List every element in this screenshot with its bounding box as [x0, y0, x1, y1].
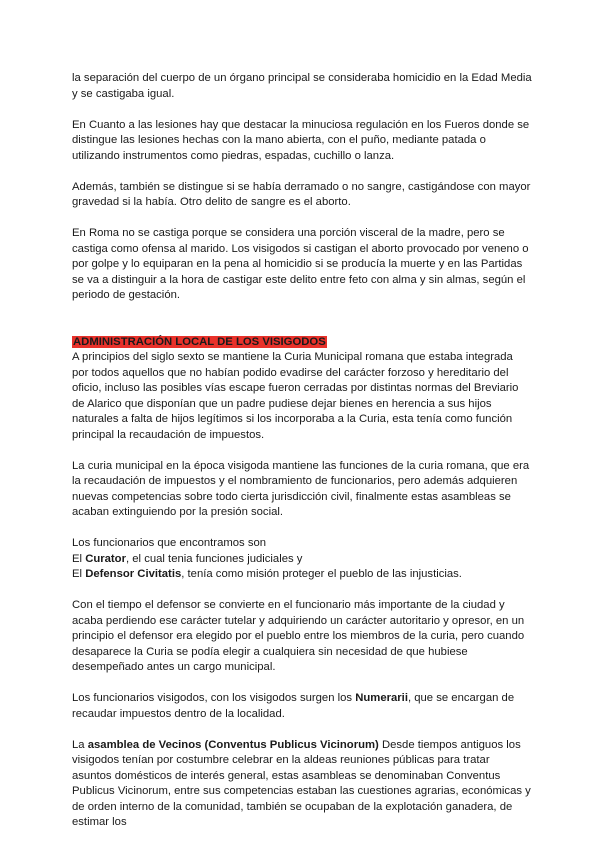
document-body — [72, 71, 532, 846]
paragraph-lesiones: En Cuanto a las lesiones hay que destacar la minuciosa regulación en los Fueros donde se distingue las lesiones hechas con la mano abierta, con el puño, mediante patada o utilizando instrumentos como piedras, espadas, cuchillo o lanza. — [72, 118, 530, 162]
funcionarios-intro: Los funcionarios que encontramos son — [72, 537, 267, 549]
numerarii-term: Numerarii — [355, 692, 408, 704]
asamblea-term: asamblea de Vecinos (Conventus Publicus Vicinorum) — [87, 738, 379, 751]
defensor-term: Defensor Civitatis — [85, 568, 182, 580]
section-heading — [72, 335, 532, 351]
paragraph-numerarii: Los funcionarios visigodos, con los visigodos surgen los Numerarii, que se encargan de recaudar impuestos dentro de la localidad. — [72, 692, 515, 720]
paragraph-curia-visigoda: La curia municipal en la época visigoda mantiene las funciones de la curia romana, que era la recaudación de impuestos y el nombramiento de funcionarios, pero además adquieren nuevas competencias sobre todo cierta jurisdicción civil, finalmente estas asambleas se acaban extinguiendo por la presión social. — [72, 459, 530, 518]
paragraph-sangre: Además, también se distingue si se había derramado o no sangre, castigándose con mayor gravedad si la había. Otro delito de sangre es el aborto. — [72, 180, 531, 208]
paragraph-aborto: En Roma no se castiga porque se considera una porción visceral de la madre, pero se castiga como ofensa al marido. Los visigodos si castigan el aborto provocado por veneno o por golpe y lo equiparan en la pena al homicidio si se producía la muerte y en las Partidas se va a distinguir a la hora de castigar este delito entre feto con alma y sin almas, según el periodo de gestación. — [72, 227, 529, 301]
curator-line: El Curator, el cual tenia funciones judiciales y — [72, 552, 303, 565]
section-heading-text: ADMINISTRACIÓN LOCAL DE LOS VISIGODOS — [73, 335, 326, 348]
paragraph-defensor: Con el tiempo el defensor se convierte en el funcionario más importante de la ciudad y acaba perdiendo ese carácter tutelar y adquiriendo un carácter autoritario y opresor, en un principio el defensor era elegido por el pueblo entre los miembros de la curia, pero cuando desaparece la Curia se podía elegir a cualquiera sin necesidad de que hubiese desempeñado antes un cargo municipal. — [72, 599, 525, 673]
paragraph-curia-municipal: A principios del siglo sexto se mantiene la Curia Municipal romana que estaba integrada por todos aquellos que no habían podido evadirse del carácter forzoso y hereditario del oficio, incluso las posibles vías escape fueron cerradas por distintas normas del Breviario de Alarico que disponían que un padre pudiese dejar bienes en herencia a sus hijos naturales a falta de hijos legítimos si los incorporaba a la Curia, esta tenía como función principal la recaudación de impuestos. — [72, 351, 519, 441]
paragraph-funcionarios-list — [72, 536, 532, 583]
curator-term: Curator — [85, 552, 126, 565]
paragraph-asamblea: La asamblea de Vecinos (Conventus Publicus Vicinorum) Desde tiempos antiguos los visigodos tenían por costumbre celebrar en la aldeas reuniones públicas para tratar asuntos domésticos de interés general, estas asambleas se denominaban Conventus Publicus Vicinorum, entre sus competencias estaban las cuestiones agrarias, económicas y de orden interno de la comunidad, también se ocupaban de la explotación ganadera, de estimar los — [72, 738, 531, 828]
paragraph-homicidio: la separación del cuerpo de un órgano principal se consideraba homicidio en la Edad Media y se castigaba igual. — [72, 72, 532, 100]
defensor-line: El Defensor Civitatis, tenía como misión proteger el pueblo de las injusticias. — [72, 568, 462, 580]
